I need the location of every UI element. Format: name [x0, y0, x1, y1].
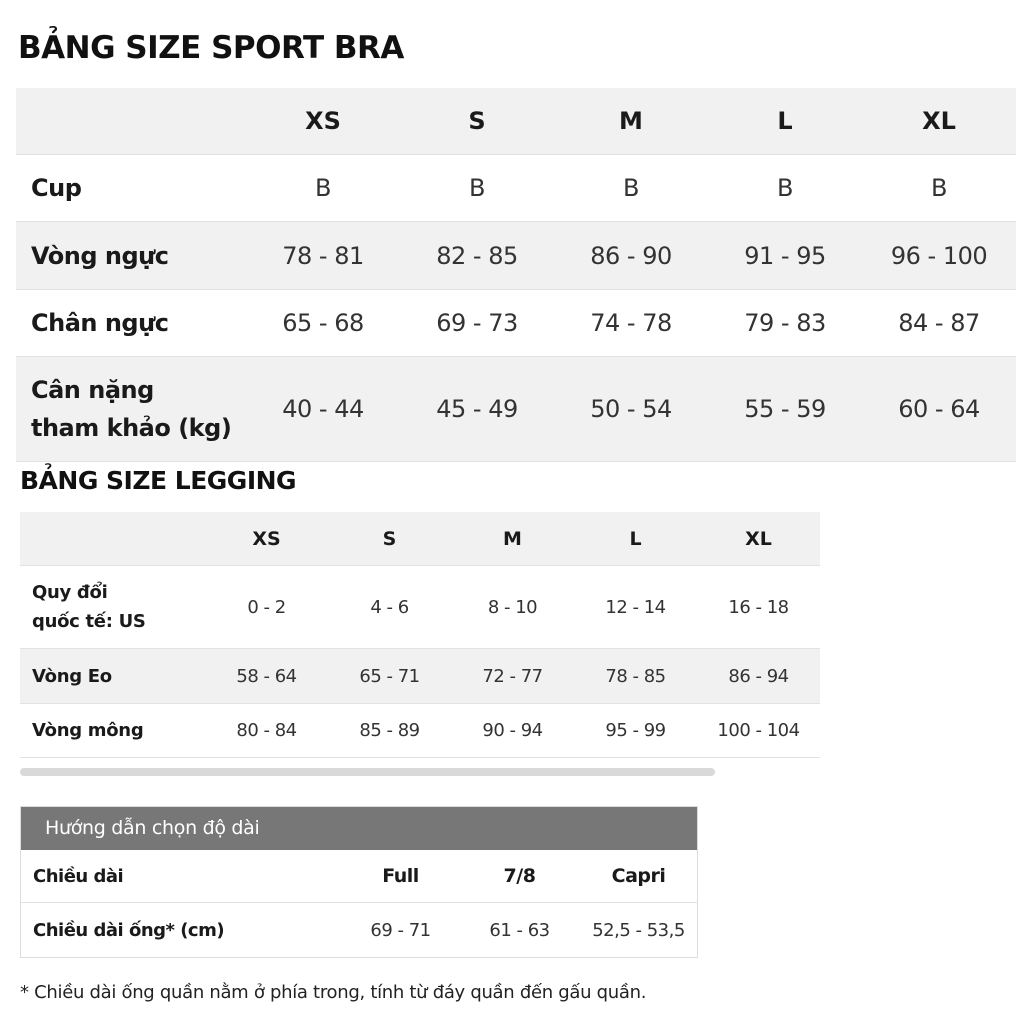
- table-cell: 80 - 84: [236, 720, 297, 741]
- row-label-bust: Vòng ngực: [31, 241, 169, 270]
- horizontal-scrollbar[interactable]: [20, 768, 715, 776]
- row-label-us-line2: quốc tế: US: [32, 611, 146, 632]
- row-label-us-conversion: [20, 566, 205, 649]
- legging-size-table: [20, 512, 820, 758]
- row-label-length: Chiều dài: [33, 865, 124, 887]
- table-cell: 52,5 - 53,5: [592, 919, 685, 941]
- size-header-s: S: [328, 512, 451, 566]
- footnote: * Chiều dài ống quần nằm ở phía trong, tính từ đáy quần đến gấu quần.: [20, 982, 647, 1003]
- table-cell: B: [931, 174, 947, 202]
- length-type-full: Full: [382, 865, 419, 887]
- row-label-hip: Vòng mông: [32, 720, 144, 741]
- table-cell: 100 - 104: [717, 720, 800, 741]
- row-label-inseam: Chiều dài ống* (cm): [33, 919, 225, 941]
- table-cell: 82 - 85: [436, 241, 518, 270]
- table-cell: B: [315, 174, 331, 202]
- table-cell: 91 - 95: [744, 241, 826, 270]
- table-cell: 86 - 94: [728, 665, 789, 687]
- table-cell: 65 - 71: [359, 665, 420, 687]
- row-label-waist: Vòng Eo: [32, 665, 112, 687]
- table-cell: 90 - 94: [482, 720, 543, 741]
- row-label-weight-line1: Cân nặng: [31, 376, 154, 404]
- size-header-l: L: [574, 512, 697, 566]
- size-header-s: S: [468, 107, 486, 135]
- length-type-7-8: 7/8: [503, 865, 536, 887]
- size-header-xs: XS: [205, 512, 328, 566]
- table-cell: 84 - 87: [898, 309, 980, 337]
- header-empty-cell: [20, 512, 205, 566]
- header-empty-cell: [16, 88, 246, 155]
- table-cell: B: [623, 174, 639, 202]
- table-cell: 96 - 100: [890, 241, 988, 270]
- table-cell: 58 - 64: [236, 665, 297, 687]
- table-cell: 12 - 14: [605, 596, 666, 618]
- table-cell: B: [469, 174, 485, 202]
- table-row: [20, 704, 820, 758]
- table-cell: 40 - 44: [282, 395, 364, 423]
- table-cell: 74 - 78: [590, 309, 672, 337]
- row-label-weight: [16, 357, 246, 462]
- table-cell: 86 - 90: [590, 241, 672, 270]
- row-label-cup: Cup: [31, 174, 82, 202]
- row-label-us-line1: Quy đổi: [32, 582, 108, 603]
- table-row: [20, 566, 820, 649]
- sport-bra-size-title: BẢNG SIZE SPORT BRA: [18, 30, 404, 66]
- table-cell: 95 - 99: [605, 720, 666, 741]
- table-cell: 61 - 63: [489, 919, 550, 941]
- legging-size-title: BẢNG SIZE LEGGING: [20, 466, 297, 495]
- table-header-row: [16, 88, 1016, 155]
- table-row: [16, 290, 1016, 357]
- table-cell: 69 - 71: [370, 919, 431, 941]
- size-header-xs: XS: [305, 107, 341, 135]
- length-guide-header: Hướng dẫn chọn độ dài: [21, 807, 697, 850]
- table-cell: 79 - 83: [744, 309, 826, 337]
- table-row: [16, 357, 1016, 462]
- table-cell: 85 - 89: [359, 720, 420, 741]
- table-cell: B: [777, 174, 793, 202]
- table-row: [21, 850, 698, 903]
- table-cell: 45 - 49: [436, 395, 518, 423]
- size-header-m: M: [619, 107, 643, 135]
- row-label-weight-line2: tham khảo (kg): [31, 414, 232, 442]
- table-cell: 4 - 6: [370, 596, 409, 618]
- table-cell: 60 - 64: [898, 395, 980, 423]
- length-guide-box: [20, 806, 698, 958]
- table-cell: 50 - 54: [590, 395, 672, 423]
- size-header-l: L: [777, 107, 793, 135]
- size-header-xl: XL: [922, 107, 956, 135]
- length-guide-table: [21, 850, 698, 957]
- table-cell: 78 - 81: [282, 241, 364, 270]
- table-cell: 55 - 59: [744, 395, 826, 423]
- table-row: [16, 222, 1016, 290]
- size-header-xl: XL: [697, 512, 820, 566]
- row-label-underbust: Chân ngực: [31, 309, 169, 337]
- table-row: [20, 649, 820, 704]
- table-cell: 72 - 77: [482, 665, 543, 687]
- table-cell: 78 - 85: [605, 665, 666, 687]
- table-cell: 0 - 2: [247, 596, 286, 618]
- table-header-row: [20, 512, 820, 566]
- length-type-capri: Capri: [611, 865, 666, 887]
- table-cell: 65 - 68: [282, 309, 364, 337]
- table-cell: 69 - 73: [436, 309, 518, 337]
- table-cell: 16 - 18: [728, 596, 789, 618]
- table-row: [16, 155, 1016, 222]
- table-cell: 8 - 10: [487, 596, 538, 618]
- table-row: [21, 903, 698, 958]
- sport-bra-size-table: [16, 88, 1016, 462]
- size-header-m: M: [451, 512, 574, 566]
